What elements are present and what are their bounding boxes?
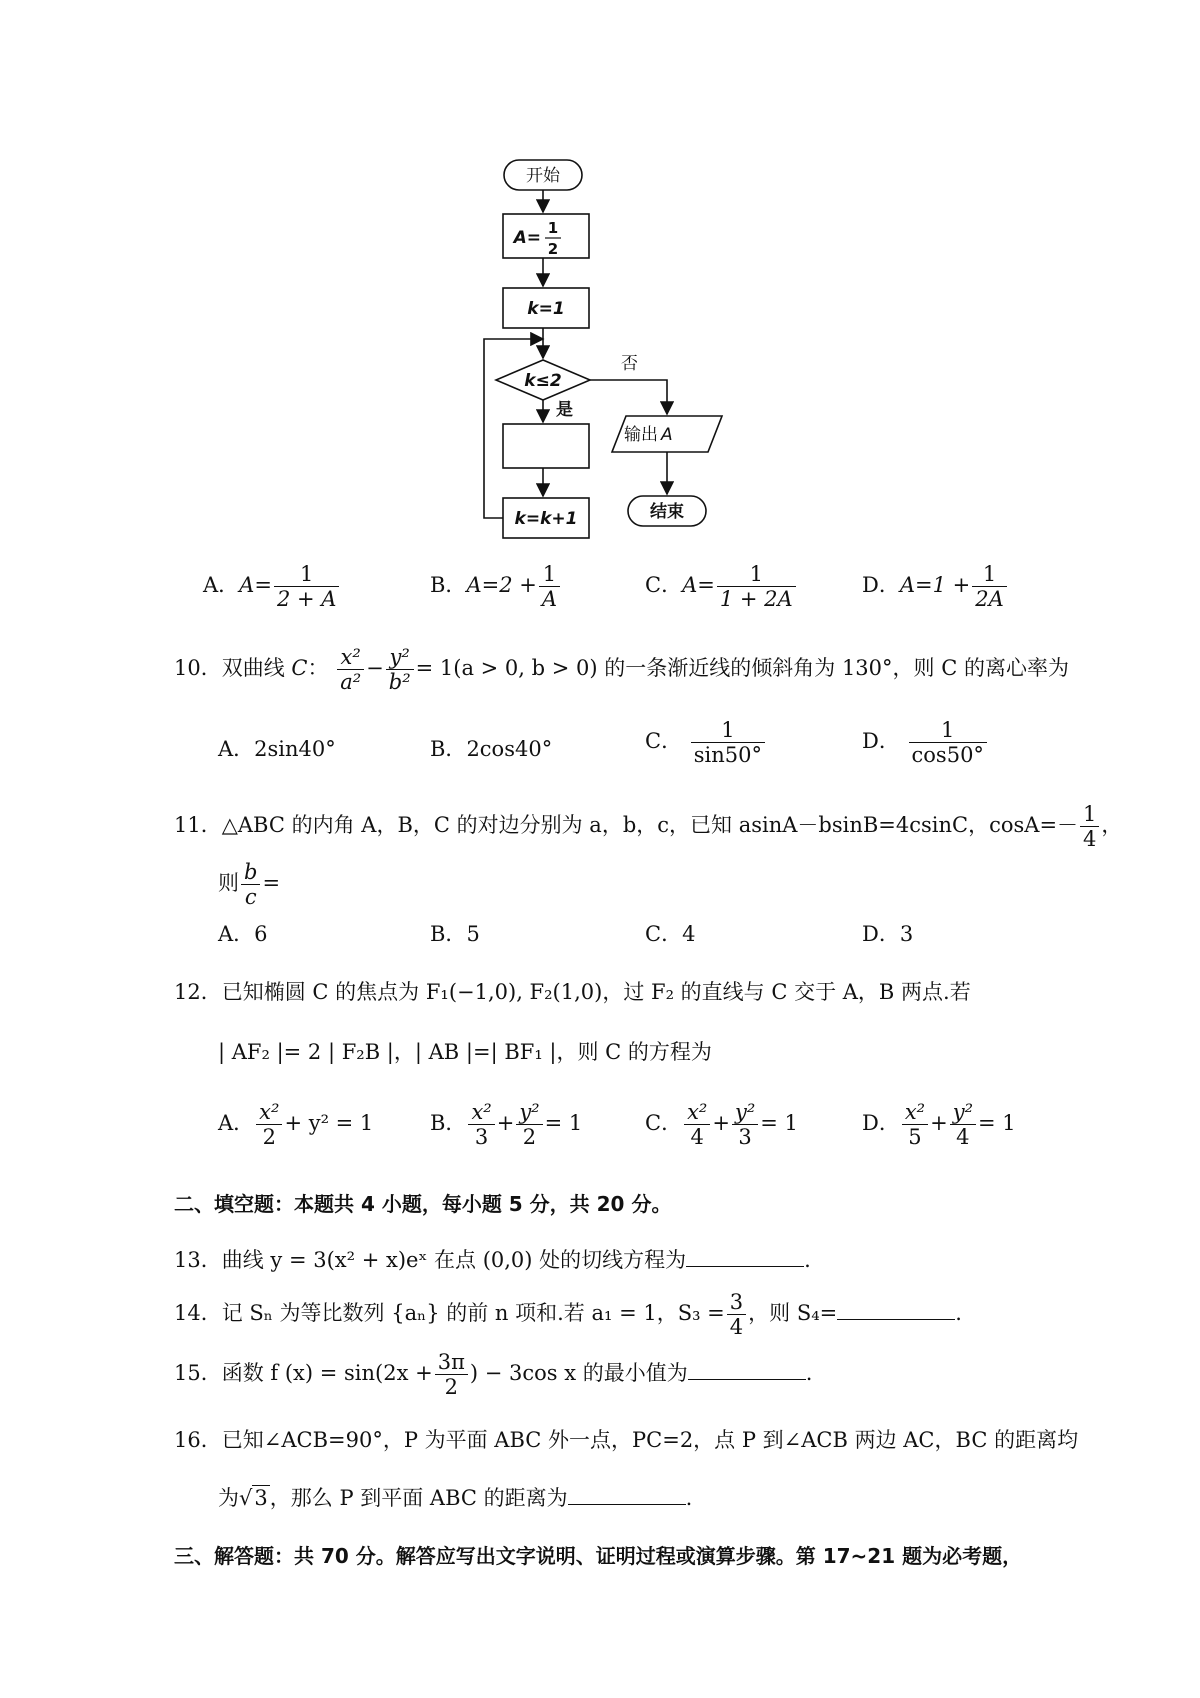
q12-option-c: C． $\frac{\text{x²}}{4}$ + $\frac{\text{y²}}{3}$ = 1 — [645, 1100, 798, 1150]
q11-option-b: B．5 — [430, 922, 480, 946]
q12-option-a: A． $\frac{\text{x²}}{2}$ + y² = 1 — [218, 1100, 374, 1150]
flowchart — [0, 0, 1200, 560]
q10-option-a: A．2sin40° — [218, 737, 336, 761]
increment-label: k=k+1 — [514, 509, 578, 529]
output-label: 输出 — [624, 425, 658, 445]
section2-heading: 二、填空题：本题共 4 小题，每小题 5 分，共 20 分。 — [174, 1192, 672, 1216]
q16-line1: 16．已知∠ACB=90°，P 为平面 ABC 外一点，PC=2，点 P 到∠ACB 两边 AC，BC 的距离均 — [174, 1428, 1079, 1452]
q15: 15．函数 f (x) = sin(2x + $\frac{3\pi}{2}$ ) − 3cos x 的最小值为 . — [174, 1350, 813, 1400]
condition-label: k≤2 — [524, 371, 562, 391]
q9-option-c: C．A= $\frac{1}{1 + 2A}$ — [645, 562, 798, 611]
q14-answer-blank[interactable] — [837, 1299, 955, 1320]
q12-stem-line1: 12．已知椭圆 C 的焦点为 F₁(−1,0), F₂(1,0)，过 F₂ 的直线与 C 交于 A，B 两点.若 — [174, 980, 971, 1004]
q11-option-c: C．4 — [645, 922, 696, 946]
q11-stem: 11．△ABC 的内角 A，B，C 的对边分别为 a，b，c，已知 asinA－bsinB=4csinC，cosA=－ $\frac{1}{4}$ ， — [174, 802, 1123, 852]
section3-heading: 三、解答题：共 70 分。解答应写出文字说明、证明过程或演算步骤。第 17~21 题为必考题， — [174, 1544, 1023, 1568]
q16-line2: 为√3，那么 P 到平面 ABC 的距离为 . — [218, 1486, 693, 1510]
init-a-den: 2 — [547, 240, 559, 258]
q12-option-b: B． $\frac{\text{x²}}{3}$ + $\frac{\text{y²}}{2}$ = 1 — [430, 1100, 583, 1150]
no-label: 否 — [621, 354, 638, 374]
output-var: A — [661, 425, 673, 445]
q11-option-d: D．3 — [862, 922, 914, 946]
q10-option-d: D． $\frac{1}{\cos 50^\circ}$ — [862, 718, 989, 767]
q9-option-d: D．A=1 + $\frac{1}{2A}$ — [862, 562, 1009, 611]
end-label: 结束 — [650, 502, 684, 522]
q16-answer-blank[interactable] — [568, 1484, 686, 1505]
sqrt-symbol: √ — [239, 1486, 253, 1510]
init-a-lhs: A= — [513, 228, 541, 248]
q9-option-b: B．A=2 + $\frac{1}{A}$ — [430, 562, 562, 611]
q11-line2: 则 $\frac{b}{c}$ = — [218, 860, 281, 910]
empty-process-box — [503, 424, 589, 468]
q12-option-d: D． $\frac{\text{x²}}{5}$ + $\frac{\text{y²}}{4}$ = 1 — [862, 1100, 1016, 1150]
q14: 14．记 Sₙ 为等比数列 {aₙ} 的前 n 项和.若 a₁ = 1，S₃ = $\frac{3}{4}$ ，则 S₄= . — [174, 1290, 962, 1340]
q12-stem-line2: | AF₂ |= 2 | F₂B |，| AB |=| BF₁ |，则 C 的方程为 — [218, 1040, 712, 1064]
q10-option-c: C． $\frac{1}{\sin 50^\circ}$ — [645, 718, 767, 767]
q13: 13．曲线 y = 3(x² + x)eˣ 在点 (0,0) 处的切线方程为 . — [174, 1248, 811, 1272]
init-a-num: 1 — [547, 219, 559, 237]
q10-stem: 10．双曲线 C： $\frac{\text{x²}}{\text{a²}}$ − $\frac{\text{y²}}{\text{b²}}$ = 1(a > 0, b > 0) 的一条渐近线的倾斜角为 130°，则 C 的离心率为 — [174, 645, 1069, 695]
yes-label: 是 — [556, 400, 573, 420]
q9-option-a: A．A= $\frac{1}{2 + A}$ — [203, 562, 341, 611]
q13-answer-blank[interactable] — [686, 1246, 804, 1267]
q11-option-a: A．6 — [218, 922, 268, 946]
q15-answer-blank[interactable] — [688, 1359, 806, 1380]
q10-option-b: B．2cos40° — [430, 737, 553, 761]
start-label: 开始 — [526, 166, 560, 186]
init-k-label: k=1 — [527, 299, 565, 319]
